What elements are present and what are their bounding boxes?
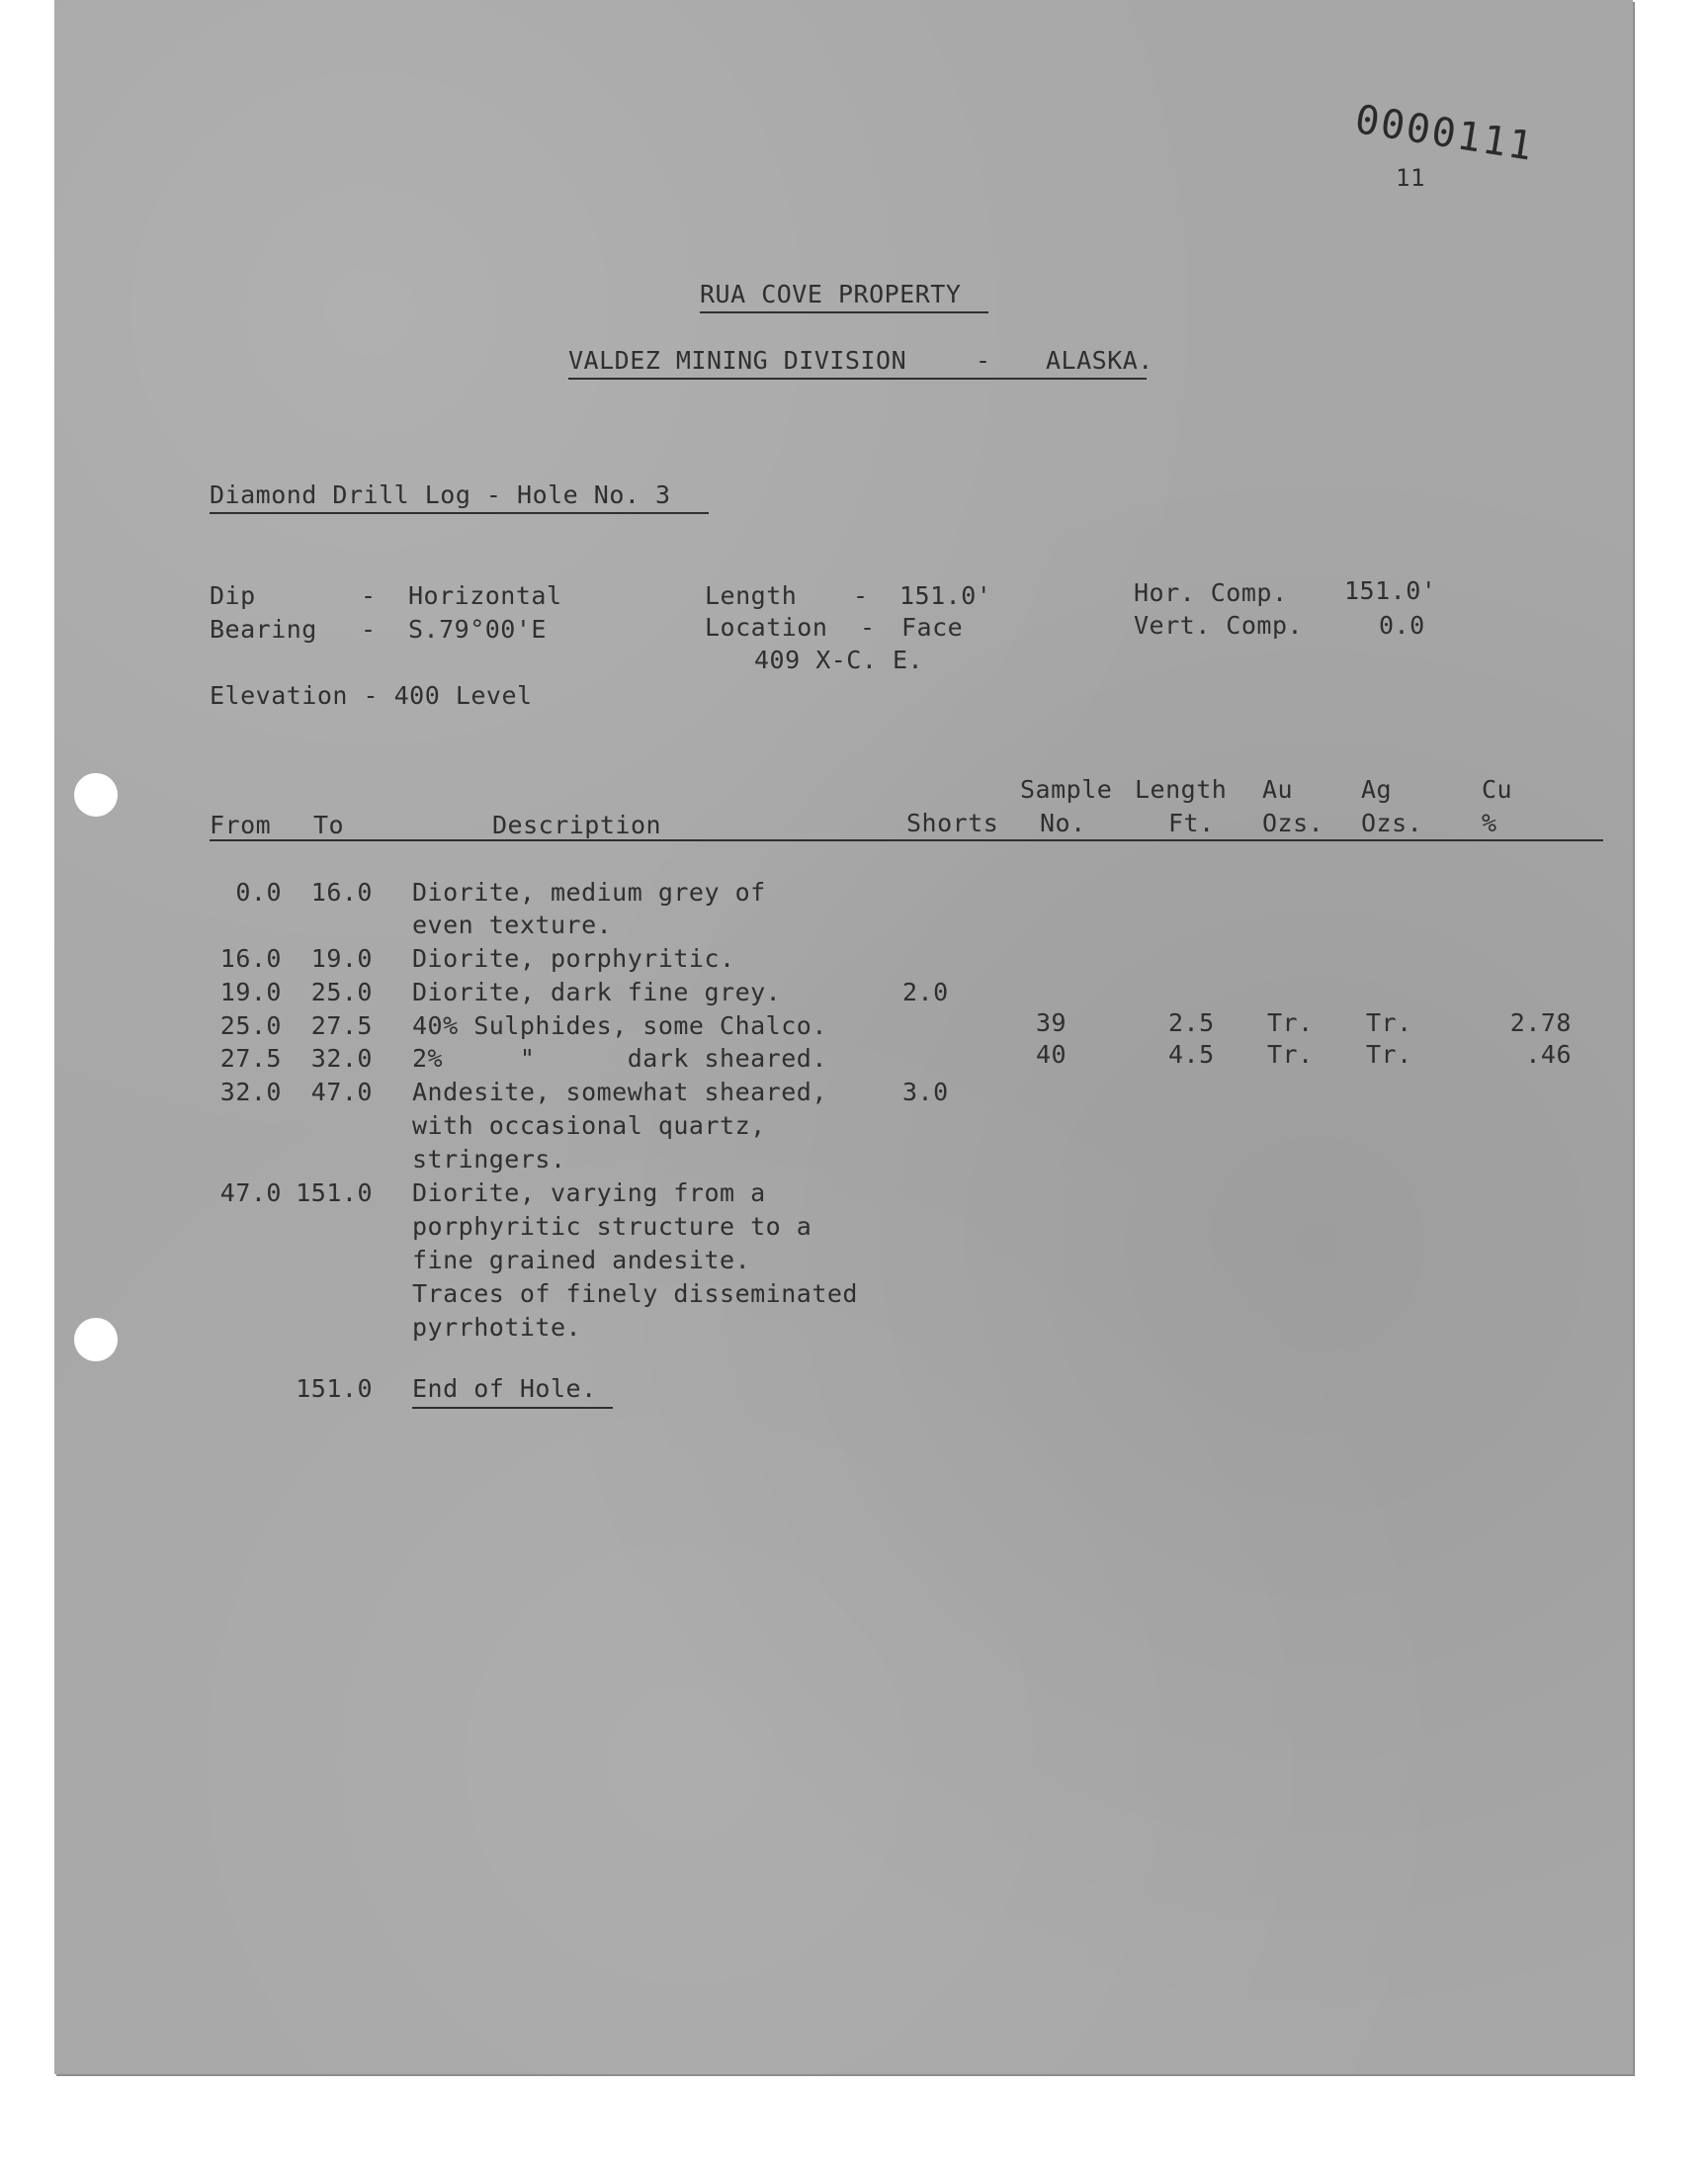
row-from: 0.0 <box>235 878 282 907</box>
location-value-2: 409 X-C. E. <box>754 646 924 674</box>
header-rule <box>210 839 1603 841</box>
row-to: 47.0 <box>310 1078 373 1106</box>
row-desc-line: 2% " dark sheared. <box>412 1044 827 1073</box>
dip-value: Horizontal <box>408 581 562 610</box>
row-length: 2.5 <box>1168 1008 1215 1037</box>
row-desc-line: stringers. <box>412 1145 566 1174</box>
row-sample: 39 <box>1036 1008 1068 1037</box>
row-from: 19.0 <box>219 978 282 1006</box>
row-to: 32.0 <box>310 1044 373 1073</box>
row-from: 32.0 <box>219 1078 282 1106</box>
row-cu: 2.78 <box>1509 1008 1572 1037</box>
bearing-label: Bearing <box>210 615 317 644</box>
location-label: Location <box>705 613 828 642</box>
row-to: 16.0 <box>310 878 373 907</box>
row-ag: Tr. <box>1366 1040 1412 1069</box>
log-title: Diamond Drill Log - Hole No. 3 <box>210 480 671 509</box>
row-ag: Tr. <box>1366 1008 1412 1037</box>
elevation: Elevation - 400 Level <box>210 681 533 710</box>
row-from: 25.0 <box>219 1011 282 1040</box>
row-from: 16.0 <box>219 944 282 973</box>
dip-label: Dip <box>210 581 256 610</box>
row-desc-line: Diorite, porphyritic. <box>412 944 735 973</box>
col-cu-2: % <box>1482 809 1497 837</box>
row-to: 25.0 <box>310 978 373 1006</box>
page-number: 11 <box>1396 164 1425 192</box>
row-desc-line: fine grained andesite. <box>412 1246 751 1274</box>
log-title-underline <box>210 512 709 514</box>
row-desc-line: with occasional quartz, <box>412 1111 766 1140</box>
col-ag-2: Ozs. <box>1361 809 1423 837</box>
col-au-2: Ozs. <box>1262 809 1324 837</box>
punch-hole-bottom <box>74 1318 118 1361</box>
row-desc-line: porphyritic structure to a <box>412 1212 812 1241</box>
row-au: Tr. <box>1267 1040 1314 1069</box>
subtitle-left: VALDEZ MINING DIVISION <box>568 346 907 375</box>
subtitle-dash: - <box>976 346 991 375</box>
row-to: 151.0 <box>296 1178 373 1207</box>
bearing-dash: - <box>361 615 377 644</box>
row-cu: .46 <box>1525 1040 1572 1069</box>
row-length: 4.5 <box>1168 1040 1215 1069</box>
row-desc-line: 40% Sulphides, some Chalco. <box>412 1011 827 1040</box>
punch-hole-top <box>74 773 118 817</box>
col-description: Description <box>492 811 662 839</box>
title-underline <box>700 311 988 313</box>
row-desc-line: Andesite, somewhat sheared, <box>412 1078 827 1106</box>
row-to: 19.0 <box>310 944 373 973</box>
end-depth: 151.0 <box>296 1374 373 1403</box>
row-from: 27.5 <box>219 1044 282 1073</box>
row-from: 47.0 <box>219 1178 282 1207</box>
hor-comp-value: 151.0' <box>1344 576 1437 605</box>
hor-comp-label: Hor. Comp. <box>1134 578 1288 607</box>
length-value: 151.0' <box>899 581 992 610</box>
stamp-number: 0000111 <box>1351 97 1538 170</box>
row-desc-line: Diorite, varying from a <box>412 1178 766 1207</box>
row-shorts: 2.0 <box>902 978 949 1006</box>
col-length-1: Length <box>1135 775 1228 804</box>
row-desc-line: Diorite, medium grey of <box>412 878 766 907</box>
location-value: Face <box>901 613 964 642</box>
row-desc-line: pyrrhotite. <box>412 1313 582 1342</box>
dip-dash: - <box>361 581 377 610</box>
row-desc-line: even texture. <box>412 911 613 939</box>
length-label: Length <box>705 581 798 610</box>
bearing-value: S.79°00'E <box>408 615 547 644</box>
subtitle-underline <box>568 378 1147 380</box>
end-underline <box>412 1407 613 1409</box>
vert-comp-label: Vert. Comp. <box>1134 611 1304 640</box>
title: RUA COVE PROPERTY <box>700 280 962 308</box>
location-dash: - <box>860 613 876 642</box>
col-from: From <box>210 811 272 839</box>
row-to: 27.5 <box>310 1011 373 1040</box>
row-desc-line: Diorite, dark fine grey. <box>412 978 782 1006</box>
document-page <box>54 0 1633 2074</box>
row-au: Tr. <box>1267 1008 1314 1037</box>
col-length-2: Ft. <box>1168 809 1215 837</box>
row-desc-line: Traces of finely disseminated <box>412 1279 858 1308</box>
col-sample-1: Sample <box>1020 775 1113 804</box>
col-sample-2: No. <box>1040 809 1086 837</box>
end-of-hole: End of Hole. <box>412 1374 597 1403</box>
row-shorts: 3.0 <box>902 1078 949 1106</box>
col-shorts: Shorts <box>906 809 999 837</box>
subtitle-right: ALASKA. <box>1046 346 1153 375</box>
length-dash: - <box>853 581 869 610</box>
col-ag-1: Ag <box>1361 775 1393 804</box>
vert-comp-value: 0.0 <box>1379 611 1425 640</box>
row-sample: 40 <box>1036 1040 1068 1069</box>
col-to: To <box>313 811 345 839</box>
col-cu-1: Cu <box>1482 775 1513 804</box>
col-au-1: Au <box>1262 775 1294 804</box>
